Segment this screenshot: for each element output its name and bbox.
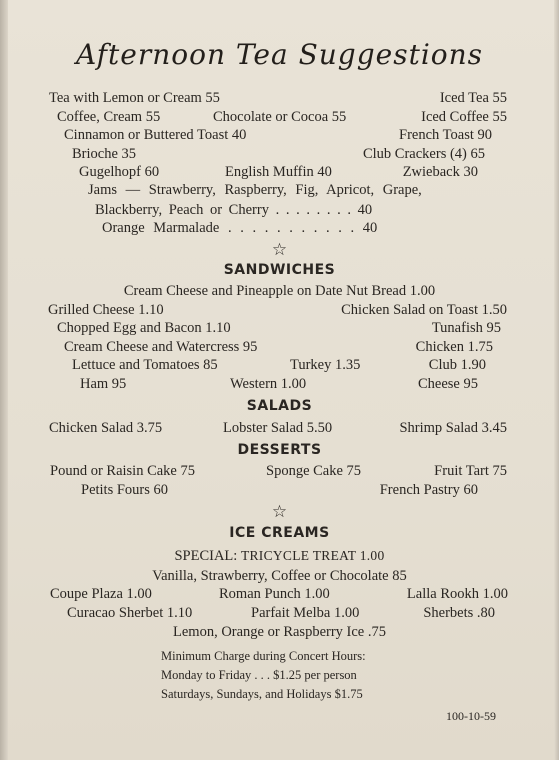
menu-item: Tunafish 95 (431, 320, 501, 336)
menu-item: Cream Cheese and Pineapple on Date Nut Bread 1.00 (123, 283, 436, 299)
menu-code: 100-10-59 (446, 709, 496, 723)
menu-item: Jams — Strawberry, Raspberry, Fig, Apricot, Grape, (88, 182, 422, 198)
menu-item: Lettuce and Tomatoes 85 (72, 357, 218, 373)
menu-row (0, 125, 559, 145)
menu-item: Sherbets .80 (423, 605, 495, 621)
menu-item: Turkey 1.35 (290, 357, 361, 373)
menu-row (0, 546, 559, 566)
menu-item: Coupe Plaza 1.00 (50, 586, 152, 602)
menu-item: Club 1.90 (428, 357, 486, 373)
menu-item: French Pastry 60 (379, 482, 478, 498)
section-heading-sandwiches: SANDWICHES (223, 262, 336, 278)
menu-item: Orange Marmalade . . . . . . . . . . . 40 (102, 220, 378, 236)
menu-item: Sponge Cake 75 (266, 463, 362, 479)
menu-item: Tea with Lemon or Cream 55 (49, 90, 220, 106)
menu-row (0, 622, 559, 642)
menu-row (0, 337, 559, 357)
menu-item: Iced Coffee 55 (421, 109, 507, 125)
menu-row (0, 88, 559, 108)
menu-item: Brioche 35 (72, 146, 137, 162)
menu-item: Cream Cheese and Watercress 95 (64, 339, 258, 355)
special-label: SPECIAL: (174, 548, 238, 564)
section-heading-ice-creams: ICE CREAMS (229, 525, 330, 541)
menu-row (0, 374, 559, 394)
menu-item: Lobster Salad 5.50 (223, 420, 333, 436)
star-ornament: ☆ (271, 502, 288, 521)
menu-item: Lemon, Orange or Raspberry Ice .75 (173, 624, 386, 640)
menu-item: Chocolate or Cocoa 55 (213, 109, 347, 125)
menu-row (0, 566, 559, 586)
menu-item: English Muffin 40 (225, 164, 332, 180)
menu-item: Chopped Egg and Bacon 1.10 (57, 320, 231, 336)
menu-item: Zwieback 30 (402, 164, 478, 180)
minimum-charge-heading: Minimum Charge during Concert Hours: (161, 649, 366, 663)
menu-item: Western 1.00 (230, 376, 307, 392)
menu-item: Gugelhopf 60 (79, 164, 160, 180)
menu-item: Chicken Salad 3.75 (49, 420, 163, 436)
menu-item: Ham 95 (80, 376, 127, 392)
menu-row (0, 107, 559, 127)
menu-row (0, 603, 559, 623)
menu-item: Coffee, Cream 55 (57, 109, 161, 125)
menu-row (0, 300, 559, 320)
menu-item: Cinnamon or Buttered Toast 40 (64, 127, 247, 143)
minimum-charge-weekend: Saturdays, Sundays, and Holidays $1.75 (161, 687, 363, 701)
menu-row (0, 418, 559, 438)
star-ornament: ☆ (271, 240, 288, 259)
menu-item: Curacao Sherbet 1.10 (67, 605, 193, 621)
menu-item: Petits Fours 60 (81, 482, 169, 498)
menu-row (0, 318, 559, 338)
menu-row (0, 584, 559, 604)
menu-item: Cheese 95 (418, 376, 478, 392)
menu-item: Pound or Raisin Cake 75 (50, 463, 195, 479)
menu-item: Chicken 1.75 (415, 339, 493, 355)
menu-item: French Toast 90 (399, 127, 492, 143)
menu-row (0, 144, 559, 164)
menu-item: Fruit Tart 75 (434, 463, 507, 479)
menu-row (0, 218, 559, 238)
menu-item: Shrimp Salad 3.45 (399, 420, 507, 436)
section-heading-salads: SALADS (246, 398, 313, 414)
menu-item: Blackberry, Peach or Cherry . . . . . . . . 40 (95, 202, 373, 218)
minimum-charge-weekday: Monday to Friday . . . $1.25 per person (161, 668, 357, 682)
menu-item: Chicken Salad on Toast 1.50 (341, 302, 507, 318)
menu-row (0, 480, 559, 500)
menu-item: Parfait Melba 1.00 (251, 605, 360, 621)
menu-row (0, 162, 559, 182)
menu-item: Lalla Rookh 1.00 (406, 586, 508, 602)
special-item: TRICYCLE TREAT 1.00 (240, 548, 385, 563)
menu-row (0, 461, 559, 481)
section-heading-desserts: DESSERTS (237, 442, 322, 458)
special-line (0, 546, 559, 566)
menu-row (0, 200, 559, 220)
menu-item: Iced Tea 55 (439, 90, 507, 106)
menu-row (0, 281, 559, 301)
menu-row (0, 355, 559, 375)
menu-row (0, 180, 559, 200)
menu-item: Vanilla, Strawberry, Coffee or Chocolate 85 (152, 568, 407, 584)
menu-item: Roman Punch 1.00 (219, 586, 330, 602)
menu-item: Club Crackers (4) 65 (362, 146, 485, 162)
menu-item: Grilled Cheese 1.10 (48, 302, 164, 318)
menu-title: Afternoon Tea Suggestions (75, 38, 484, 71)
